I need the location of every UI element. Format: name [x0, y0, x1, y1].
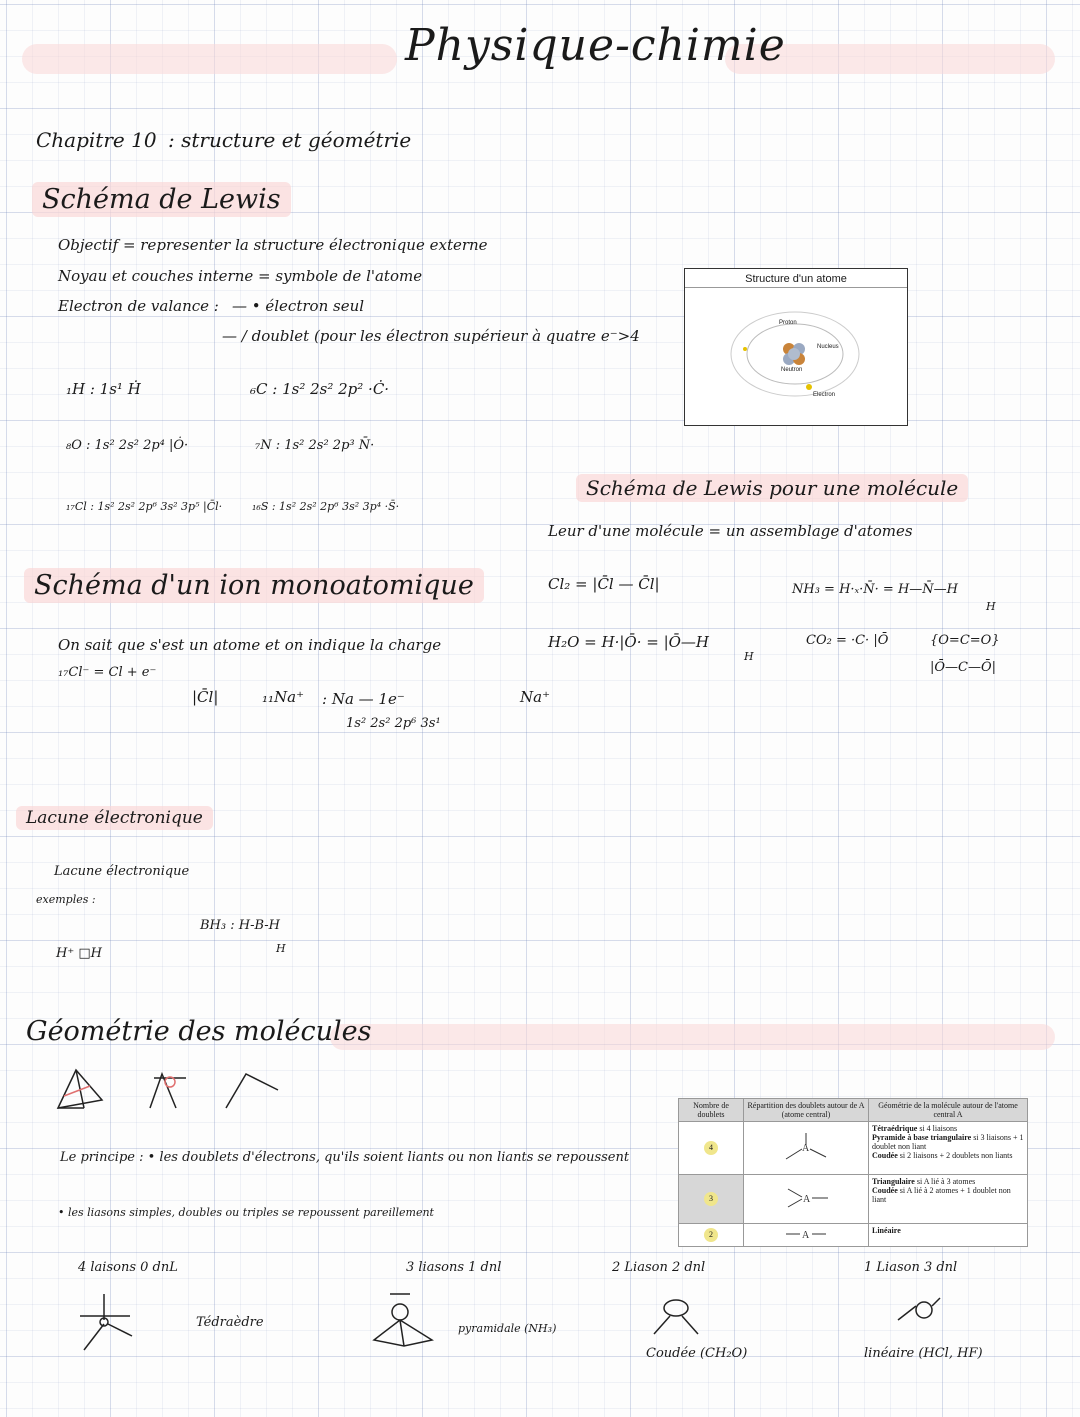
molecule-co2: CO₂ = ·C· |Ō — [806, 633, 889, 648]
table-row — [679, 1122, 1028, 1175]
table-row — [679, 1175, 1028, 1224]
geom-trig-name: Triangulaire — [872, 1177, 915, 1186]
atom-cl: ₁₇Cl : 1s² 2s² 2p⁶ 3s² 3p⁵ |C̄l· — [66, 500, 223, 513]
case-label-4: 4 laisons 0 dnL — [78, 1260, 178, 1275]
geom-tetra-rule: si 4 liaisons — [917, 1124, 958, 1133]
atom-diagram — [685, 269, 907, 425]
svg-text:A: A — [803, 1194, 811, 1205]
chapter-subject: : structure et géométrie — [168, 128, 412, 152]
case-label-2: 2 Liason 2 dnl — [612, 1260, 706, 1275]
ion-na-config: 1s² 2s² 2p⁶ 3s¹ — [346, 716, 441, 731]
atom-o: ₈O : 1s² 2s² 2p⁴ |Ȯ· — [66, 438, 189, 453]
trigonal-arrangement-drawing — [776, 1183, 836, 1213]
lacune-line2: exemples : — [36, 893, 96, 906]
section-heading-lewis: Schéma de Lewis — [32, 182, 291, 217]
case-shape-2: Coudée (CH₂O) — [646, 1346, 748, 1361]
section-heading-geometry: Géométrie des molécules — [26, 1016, 372, 1047]
case-shape-1: linéaire (HCl, HF) — [864, 1346, 983, 1361]
table-header-geometry: Géométrie de la molécule autour de l'atome central A — [869, 1099, 1028, 1122]
molecule-co2-result: {O=C=O} — [930, 633, 1000, 648]
lewis-valence-pair: — / doublet (pour les électron supérieur à quatre e⁻>4 — [222, 327, 640, 345]
label-nucleus: Nucleus — [817, 344, 839, 350]
title-band-left — [22, 44, 397, 74]
row-count: 4 — [704, 1141, 718, 1155]
row-count: 3 — [704, 1192, 718, 1206]
geom-pyramid-name: Pyramide à base triangulaire — [872, 1133, 972, 1142]
ion-cl: |C̄l| — [192, 688, 219, 706]
case-label-3: 3 liasons 1 dnl — [406, 1260, 502, 1275]
geometry-principle1: Le principe : • les doublets d'électrons, qu'ils soient liants ou non liants se repoussent — [60, 1150, 630, 1165]
lacune-bh3: BH₃ : H-B-H — [200, 918, 280, 933]
molecule-h2o: H₂O = H·|Ō· = |Ō—H — [548, 633, 710, 651]
molecule-h2o-h: H — [744, 650, 754, 663]
lewis-valence-dot: — • électron seul — [232, 297, 365, 315]
atom-figure-title: Structure d'un atome — [745, 273, 847, 285]
linear-arrangement-drawing — [776, 1227, 836, 1241]
svg-text:A: A — [802, 1143, 810, 1154]
geometry-principle2: • les liasons simples, doubles ou triples se repoussent pareillement — [58, 1206, 434, 1219]
lewis-valence-label: Electron de valance : — [58, 297, 219, 315]
lacune-examples: H⁺ □H — [56, 946, 102, 961]
label-neutron: Neutron — [781, 367, 803, 373]
atom-c: ₆C : 1s² 2s² 2p² ·Ċ· — [250, 380, 390, 398]
tetrahedral-drawing — [70, 1290, 150, 1360]
section-heading-lacune: Lacune électronique — [16, 806, 213, 830]
geom-bent-name: Coudée — [872, 1151, 898, 1160]
tetrahedron-sketch — [58, 1070, 102, 1108]
tetrahedral-arrangement-drawing — [776, 1129, 836, 1165]
chapter-number: Chapitre 10 — [36, 128, 157, 152]
case-shape-4: Tédraèdre — [196, 1315, 264, 1330]
linear-drawing — [890, 1296, 950, 1336]
molecule-nh3-h: H — [986, 600, 996, 613]
lacune-line1: Lacune électronique — [54, 864, 190, 879]
ion-line2: ₁₇Cl⁻ = Cl + e⁻ — [58, 665, 157, 680]
geom-bent2-rule: si A lié à 2 atomes + 1 doublet non liant — [872, 1186, 1011, 1204]
label-proton: Proton — [779, 320, 797, 326]
svg-text:A: A — [802, 1230, 810, 1241]
lewis-objective: Objectif = representer la structure électronique externe — [58, 236, 488, 254]
geometry-band — [330, 1024, 1055, 1050]
bent-sketch — [226, 1074, 278, 1108]
molecule-definition: Leur d'une molécule = un assemblage d'atomes — [548, 522, 913, 540]
molecule-nh3: NH₃ = H·ₓ·N̄· = H—N̄—H — [792, 582, 959, 597]
ion-line1: On sait que s'est un atome et on indique la charge — [58, 636, 442, 654]
row-count: 2 — [704, 1228, 718, 1242]
electron-particle — [806, 384, 812, 390]
lacune-bh3-h: H — [276, 942, 286, 955]
atom-n: ₇N : 1s² 2s² 2p³ N̄· — [255, 438, 375, 453]
atom-h: ₁H : 1s¹ Ḣ — [66, 380, 141, 398]
table-header-repartition: Répartition des doublets autour de A (atome central) — [744, 1099, 869, 1122]
geom-tetra-name: Tétraédrique — [872, 1124, 918, 1133]
pyramidal-drawing — [366, 1290, 446, 1350]
case-label-1: 1 Liason 3 dnl — [864, 1260, 958, 1275]
lewis-nucleus: Noyau et couches interne = symbole de l'atome — [58, 267, 423, 285]
table-row — [679, 1224, 1028, 1247]
bent-drawing — [646, 1294, 706, 1340]
molecule-co2-result2: |Ō—C—Ō| — [930, 660, 997, 675]
atom-structure-figure — [684, 268, 908, 426]
label-electron: Electron — [813, 392, 836, 398]
ion-na-lewis: Na⁺ — [520, 688, 550, 706]
section-heading-molecule: Schéma de Lewis pour une molécule — [576, 474, 968, 502]
ion-na-eq: : Na — 1e⁻ — [322, 690, 405, 708]
page-title: Physique-chimie — [405, 20, 786, 71]
geom-pyramid-rule: si 3 liaisons + 1 doublet non liant — [872, 1133, 1024, 1151]
atom-s: ₁₆S : 1s² 2s² 2p⁶ 3s² 3p⁴ ·S̄· — [252, 500, 400, 513]
molecule-cl2: Cl₂ = |C̄l — C̄l| — [548, 575, 660, 593]
geometry-table — [678, 1098, 1028, 1247]
table-header-doublets: Nombre de doublets — [679, 1099, 744, 1122]
geom-trig-rule: si A lié à 3 atomes — [914, 1177, 976, 1186]
case-shape-3: pyramidale (NH₃) — [458, 1322, 557, 1335]
ion-na-label: ₁₁Na⁺ — [262, 688, 305, 706]
section-heading-ion: Schéma d'un ion monoatomique — [24, 568, 484, 603]
geom-linear-name: Linéaire — [872, 1226, 901, 1235]
pyramid-sketch — [150, 1074, 186, 1108]
geometry-sketches — [50, 1064, 290, 1114]
geom-bent-rule: si 2 liaisons + 2 doublets non liants — [897, 1151, 1013, 1160]
geom-bent2-name: Coudée — [872, 1186, 898, 1195]
